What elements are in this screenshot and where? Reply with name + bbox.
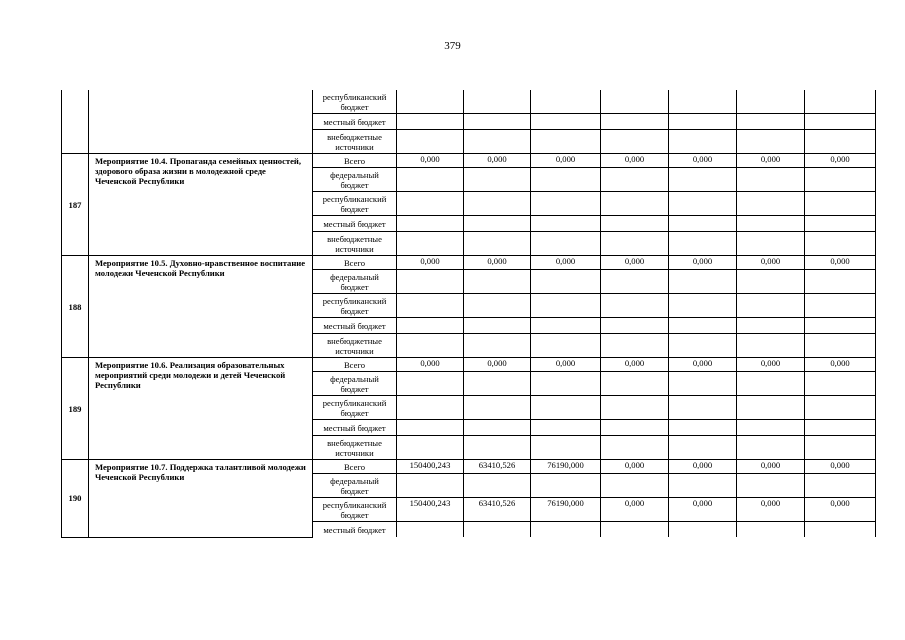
value-cell (531, 216, 601, 232)
value-cell (737, 372, 805, 396)
value-cell (737, 192, 805, 216)
value-cell: 0,000 (464, 154, 531, 168)
source-label: федеральный бюджет (313, 270, 397, 294)
value-cell: 0,000 (669, 256, 737, 270)
source-label: внебюджетные источники (313, 130, 397, 154)
value-cell (601, 396, 669, 420)
value-cell: 0,000 (464, 358, 531, 372)
table-row (62, 154, 876, 168)
value-cell (464, 334, 531, 358)
value-cell: 0,000 (601, 358, 669, 372)
value-cell (397, 114, 464, 130)
value-cell (737, 474, 805, 498)
value-cell: 150400,243 (397, 460, 464, 474)
value-cell (531, 294, 601, 318)
value-cell (464, 168, 531, 192)
value-cell (397, 192, 464, 216)
value-cell (397, 436, 464, 460)
value-cell: 0,000 (601, 154, 669, 168)
value-cell (737, 90, 805, 114)
value-cell (397, 396, 464, 420)
value-cell (805, 294, 876, 318)
value-cell (805, 396, 876, 420)
value-cell: 0,000 (805, 154, 876, 168)
value-cell (531, 318, 601, 334)
source-label: местный бюджет (313, 522, 397, 538)
value-cell (397, 270, 464, 294)
row-number: 188 (62, 256, 89, 358)
value-cell: 76190,000 (531, 460, 601, 474)
value-cell (669, 270, 737, 294)
activity-title-text: Мероприятие 10.5. Духовно-нравственное воспитание молодежи Чеченской Республики (95, 258, 306, 278)
value-cell: 0,000 (805, 460, 876, 474)
value-cell (805, 114, 876, 130)
value-cell (805, 90, 876, 114)
value-cell (601, 90, 669, 114)
value-cell (397, 318, 464, 334)
value-cell (531, 372, 601, 396)
source-label: Всего (313, 154, 397, 168)
activity-title (89, 358, 313, 460)
value-cell: 0,000 (601, 460, 669, 474)
budget-table (61, 90, 876, 538)
value-cell (669, 168, 737, 192)
value-cell (531, 436, 601, 460)
value-cell (531, 114, 601, 130)
value-cell (464, 130, 531, 154)
value-cell (669, 216, 737, 232)
value-cell (805, 334, 876, 358)
source-label: местный бюджет (313, 216, 397, 232)
activity-title (89, 256, 313, 358)
value-cell (397, 130, 464, 154)
value-cell (531, 334, 601, 358)
value-cell (464, 420, 531, 436)
value-cell: 0,000 (531, 154, 601, 168)
source-label: федеральный бюджет (313, 474, 397, 498)
value-cell (737, 168, 805, 192)
value-cell (737, 216, 805, 232)
value-cell (464, 232, 531, 256)
value-cell (737, 294, 805, 318)
value-cell (601, 474, 669, 498)
value-cell: 0,000 (397, 358, 464, 372)
value-cell (464, 294, 531, 318)
value-cell: 0,000 (737, 460, 805, 474)
value-cell: 0,000 (397, 256, 464, 270)
value-cell (737, 396, 805, 420)
value-cell (737, 114, 805, 130)
value-cell: 0,000 (737, 256, 805, 270)
value-cell (669, 294, 737, 318)
value-cell (737, 420, 805, 436)
value-cell (601, 168, 669, 192)
activity-title-text: Мероприятие 10.4. Пропаганда семейных ценностей, здорового образа жизни в молодежной среде Чеченской Республики (95, 156, 302, 186)
value-cell (531, 522, 601, 538)
value-cell (669, 436, 737, 460)
source-label: местный бюджет (313, 318, 397, 334)
value-cell: 0,000 (737, 498, 805, 522)
value-cell (669, 114, 737, 130)
value-cell: 150400,243 (397, 498, 464, 522)
value-cell (601, 192, 669, 216)
value-cell: 63410,526 (464, 498, 531, 522)
value-cell (464, 192, 531, 216)
value-cell (805, 192, 876, 216)
activity-cell (89, 90, 313, 154)
value-cell (601, 130, 669, 154)
source-label: внебюджетные источники (313, 334, 397, 358)
value-cell: 0,000 (737, 358, 805, 372)
value-cell (397, 216, 464, 232)
value-cell (464, 90, 531, 114)
value-cell (601, 420, 669, 436)
value-cell: 0,000 (669, 154, 737, 168)
value-cell (805, 318, 876, 334)
value-cell (531, 192, 601, 216)
value-cell (397, 522, 464, 538)
table-row (62, 460, 876, 474)
value-cell (805, 216, 876, 232)
value-cell (737, 270, 805, 294)
source-label: республиканский бюджет (313, 192, 397, 216)
value-cell: 0,000 (531, 358, 601, 372)
value-cell (669, 192, 737, 216)
value-cell (805, 168, 876, 192)
value-cell (531, 130, 601, 154)
source-label: республиканский бюджет (313, 90, 397, 114)
activity-title-text: Мероприятие 10.6. Реализация образовательных мероприятий среди молодежи и детей Чеченской Республики (95, 360, 286, 390)
source-label: республиканский бюджет (313, 498, 397, 522)
value-cell (737, 522, 805, 538)
value-cell (397, 232, 464, 256)
value-cell (397, 90, 464, 114)
value-cell: 63410,526 (464, 460, 531, 474)
table-row (62, 358, 876, 372)
value-cell: 0,000 (669, 358, 737, 372)
row-number-cell (62, 90, 89, 154)
value-cell (464, 372, 531, 396)
value-cell: 76190,000 (531, 498, 601, 522)
value-cell (464, 216, 531, 232)
value-cell (669, 90, 737, 114)
source-label: внебюджетные источники (313, 436, 397, 460)
value-cell (805, 130, 876, 154)
value-cell: 0,000 (805, 498, 876, 522)
value-cell (531, 232, 601, 256)
value-cell (601, 216, 669, 232)
value-cell (397, 294, 464, 318)
value-cell (601, 436, 669, 460)
source-label: республиканский бюджет (313, 294, 397, 318)
value-cell (601, 114, 669, 130)
value-cell (601, 318, 669, 334)
row-number: 189 (62, 358, 89, 460)
activity-title-text: Мероприятие 10.7. Поддержка талантливой молодежи Чеченской Республики (95, 462, 306, 482)
value-cell (669, 474, 737, 498)
value-cell (805, 420, 876, 436)
activity-title (89, 154, 313, 256)
value-cell (669, 372, 737, 396)
value-cell (669, 232, 737, 256)
value-cell (601, 372, 669, 396)
value-cell (531, 420, 601, 436)
value-cell (397, 420, 464, 436)
value-cell: 0,000 (601, 256, 669, 270)
value-cell (669, 420, 737, 436)
value-cell (669, 396, 737, 420)
value-cell (601, 232, 669, 256)
value-cell: 0,000 (601, 498, 669, 522)
value-cell (464, 522, 531, 538)
value-cell (601, 334, 669, 358)
value-cell (464, 318, 531, 334)
value-cell: 0,000 (531, 256, 601, 270)
value-cell (464, 114, 531, 130)
value-cell: 0,000 (805, 256, 876, 270)
value-cell: 0,000 (464, 256, 531, 270)
value-cell (464, 474, 531, 498)
value-cell (669, 318, 737, 334)
source-label: внебюджетные источники (313, 232, 397, 256)
value-cell (669, 130, 737, 154)
value-cell (737, 232, 805, 256)
value-cell (669, 522, 737, 538)
value-cell (531, 270, 601, 294)
value-cell: 0,000 (397, 154, 464, 168)
value-cell: 0,000 (669, 460, 737, 474)
value-cell (601, 294, 669, 318)
value-cell (805, 522, 876, 538)
value-cell (805, 232, 876, 256)
value-cell: 0,000 (669, 498, 737, 522)
table-row (62, 256, 876, 270)
value-cell (805, 436, 876, 460)
source-label: местный бюджет (313, 420, 397, 436)
source-label: Всего (313, 460, 397, 474)
value-cell (397, 372, 464, 396)
value-cell (737, 334, 805, 358)
source-label: республиканский бюджет (313, 396, 397, 420)
source-label: Всего (313, 358, 397, 372)
value-cell: 0,000 (737, 154, 805, 168)
activity-title (89, 460, 313, 538)
row-number: 190 (62, 460, 89, 538)
value-cell (531, 396, 601, 420)
source-label: федеральный бюджет (313, 168, 397, 192)
value-cell (737, 436, 805, 460)
value-cell: 0,000 (805, 358, 876, 372)
value-cell (464, 436, 531, 460)
value-cell (805, 270, 876, 294)
source-label: местный бюджет (313, 114, 397, 130)
value-cell (737, 318, 805, 334)
value-cell (601, 270, 669, 294)
source-label: федеральный бюджет (313, 372, 397, 396)
value-cell (464, 396, 531, 420)
value-cell (601, 522, 669, 538)
table-row (62, 90, 876, 114)
value-cell (464, 270, 531, 294)
value-cell (805, 372, 876, 396)
value-cell (531, 90, 601, 114)
value-cell (805, 474, 876, 498)
value-cell (531, 168, 601, 192)
value-cell (397, 168, 464, 192)
page-number: 379 (444, 40, 461, 52)
row-number: 187 (62, 154, 89, 256)
value-cell (397, 334, 464, 358)
value-cell (669, 334, 737, 358)
value-cell (397, 474, 464, 498)
source-label: Всего (313, 256, 397, 270)
value-cell (531, 474, 601, 498)
value-cell (737, 130, 805, 154)
